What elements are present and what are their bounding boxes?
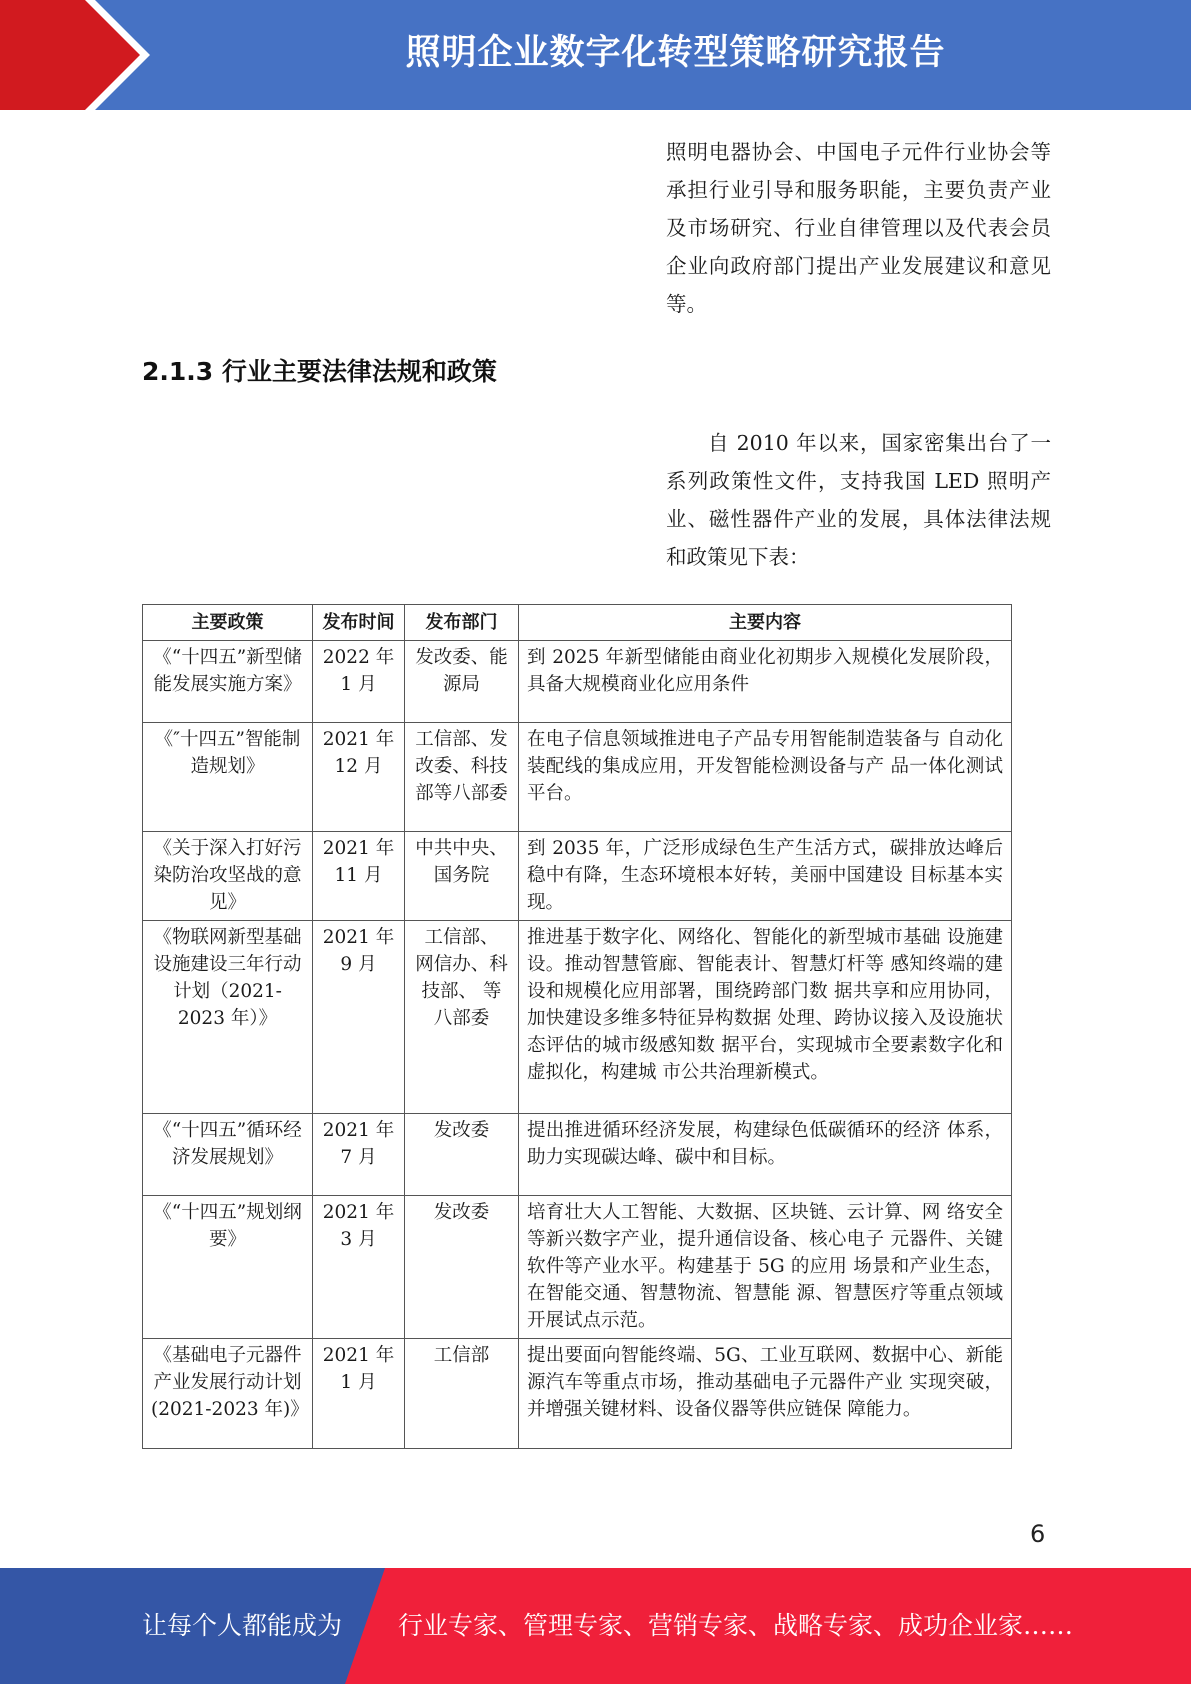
footer-slogan-left: 让每个人都能成为 bbox=[142, 1611, 343, 1640]
table-row bbox=[143, 723, 1012, 832]
publish-date: 2021 年 3 月 bbox=[313, 1196, 405, 1339]
policy-content: 在电子信息领域推进电子产品专用智能制造装备与 自动化装配线的集成应用，开发智能检测设备与产 品一体化测试平台。 bbox=[519, 723, 1012, 832]
section-heading: 2.1.3 行业主要法律法规和政策 bbox=[142, 357, 497, 386]
policy-name: 《“十四五”循环经济发展规划》 bbox=[143, 1114, 313, 1196]
policy-content: 到 2025 年新型储能由商业化初期步入规模化发展阶段，具备大规模商业化应用条件 bbox=[519, 641, 1012, 723]
publish-date: 2021 年 1 月 bbox=[313, 1339, 405, 1449]
page-header bbox=[0, 0, 1191, 110]
publish-dept: 工信部、 网信办、科技部、 等八部委 bbox=[405, 921, 519, 1114]
policy-name: 《″十四五”智能制造规划》 bbox=[143, 723, 313, 832]
table-row bbox=[143, 1114, 1012, 1196]
publish-dept: 工信部 bbox=[405, 1339, 519, 1449]
publish-dept: 发改委 bbox=[405, 1114, 519, 1196]
intro-paragraph: 照明电器协会、中国电子元件行业协会等承担行业引导和服务职能，主要负责产业及市场研究、行业自律管理以及代表会员企业向政府部门提出产业发展建议和意见等。 bbox=[666, 140, 1051, 316]
policy-content: 推进基于数字化、网络化、智能化的新型城市基础 设施建设。推动智慧管廊、智能表计、智慧灯杆等 感知终端的建设和规模化应用部署，围绕跨部门数 据共享和应用协同，加快建设多维多特征异构数据 处理、跨协议接入及设施状态评估的城市级感知数 据平台，实现城市全要素数字化和虚拟化，构建城 市公共治理新模式。 bbox=[519, 921, 1012, 1114]
policy-content: 提出要面向智能终端、5G、工业互联网、数据中心、新能源汽车等重点市场，推动基础电子元器件产业 实现突破，并增强关键材料、设备仪器等供应链保 障能力。 bbox=[519, 1339, 1012, 1449]
header-chevron-icon bbox=[0, 0, 140, 110]
policy-name: 《“十四五”规划纲要》 bbox=[143, 1196, 313, 1339]
policy-name: 《关于深入打好污染防治攻坚战的意见》 bbox=[143, 832, 313, 921]
section-paragraph: 自 2010 年以来，国家密集出台了一系列政策性文件，支持我国 LED 照明产业、磁性器件产业的发展，具体法律法规和政策见下表： bbox=[666, 431, 1051, 569]
publish-dept: 发改委、能源局 bbox=[405, 641, 519, 723]
table-row bbox=[143, 641, 1012, 723]
policy-content: 培育壮大人工智能、大数据、区块链、云计算、网 络安全等新兴数字产业，提升通信设备、核心电子 元器件、关键软件等产业水平。构建基于 5G 的应用 场景和产业生态，在智能交通、智慧物流、智慧能 源、智慧医疗等重点领域开展试点示范。 bbox=[519, 1196, 1012, 1339]
policy-name: 《基础电子元器件产业发展行动计划(2021-2023 年)》 bbox=[143, 1339, 313, 1449]
policy-name: 《“十四五”新型储能发展实施方案》 bbox=[143, 641, 313, 723]
header-policy: 主要政策 bbox=[143, 605, 313, 641]
publish-dept: 工信部、发改委、科技部等八部委 bbox=[405, 723, 519, 832]
header-content: 主要内容 bbox=[519, 605, 1012, 641]
table-row bbox=[143, 1339, 1012, 1449]
table-row bbox=[143, 921, 1012, 1114]
page-footer bbox=[0, 1568, 1191, 1684]
publish-dept: 发改委 bbox=[405, 1196, 519, 1339]
page-number: 6 bbox=[1030, 1520, 1046, 1548]
policy-name: 《物联网新型基础设施建设三年行动计划（2021-2023 年）》 bbox=[143, 921, 313, 1114]
table-row bbox=[143, 832, 1012, 921]
policy-table bbox=[142, 604, 1012, 1449]
header-date: 发布时间 bbox=[313, 605, 405, 641]
policy-content: 到 2035 年，广泛形成绿色生产生活方式，碳排放达峰后稳中有降，生态环境根本好转，美丽中国建设 目标基本实现。 bbox=[519, 832, 1012, 921]
policy-content: 提出推进循环经济发展，构建绿色低碳循环的经济 体系，助力实现碳达峰、碳中和目标。 bbox=[519, 1114, 1012, 1196]
publish-dept: 中共中央、国务院 bbox=[405, 832, 519, 921]
footer-slogan-right: 行业专家、管理专家、营销专家、战略专家、成功企业家…… bbox=[398, 1611, 1074, 1640]
publish-date: 2021 年 7 月 bbox=[313, 1114, 405, 1196]
table-header-row bbox=[143, 605, 1012, 641]
report-title: 照明企业数字化转型策略研究报告 bbox=[405, 33, 946, 73]
publish-date: 2022 年 1 月 bbox=[313, 641, 405, 723]
publish-date: 2021 年 11 月 bbox=[313, 832, 405, 921]
table-row bbox=[143, 1196, 1012, 1339]
publish-date: 2021 年 9 月 bbox=[313, 921, 405, 1114]
header-dept: 发布部门 bbox=[405, 605, 519, 641]
publish-date: 2021 年 12 月 bbox=[313, 723, 405, 832]
